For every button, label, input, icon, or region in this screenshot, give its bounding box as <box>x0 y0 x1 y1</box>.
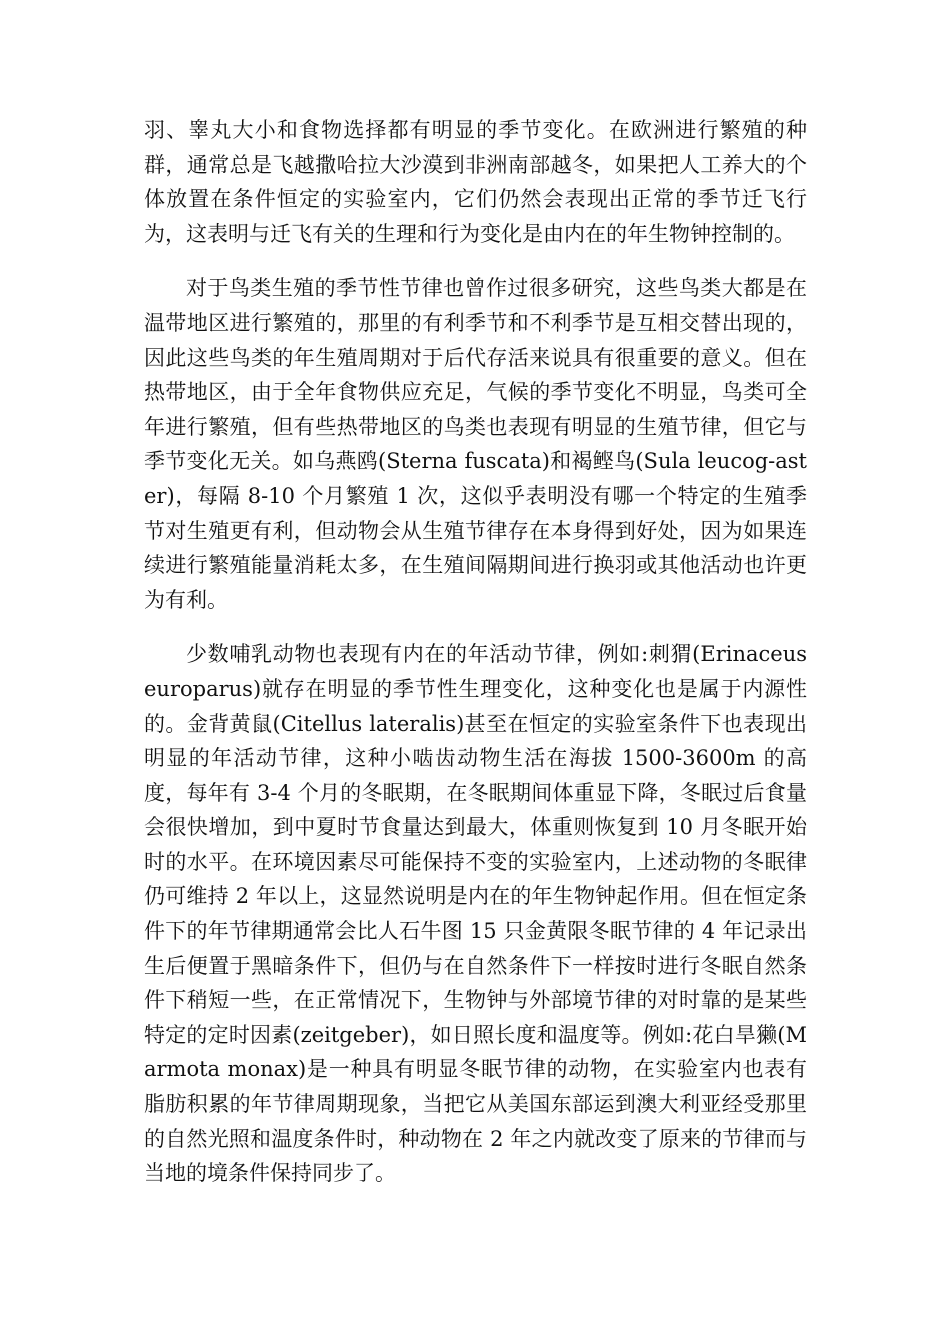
document-body <box>144 113 807 1211</box>
paragraph-bird-migration: 羽、睾丸大小和食物选择都有明显的季节变化。在欧洲进行繁殖的种群，通常总是飞越撒哈拉大沙漠到非洲南部越冬，如果把人工养大的个体放置在条件恒定的实验室内，它们仍然会表现出正常的季节迁飞行为，这表明与迁飞有关的生理和行为变化是由内在的年生物钟控制的。 <box>144 118 807 246</box>
paragraph-bird-reproduction: 对于鸟类生殖的季节性节律也曾作过很多研究，这些鸟类大都是在温带地区进行繁殖的，那里的有利季节和不利季节是互相交替出现的，因此这些鸟类的年生殖周期对于后代存活来说具有很重要的意义。但在热带地区，由于全年食物供应充足，气候的季节变化不明显，鸟类可全年进行繁殖，但有些热带地区的鸟类也表现有明显的生殖节律，但它与季节变化无关。如乌燕鸥(Sterna fuscata)和褐鲣鸟(Sula leucog-aster)，每隔 8-10 个月繁殖 1 次，这似乎表明没有哪一个特定的生殖季节对生殖更有利，但动物会从生殖节律存在本身得到好处，因为如果连续进行繁殖能量消耗太多，在生殖间隔期间进行换羽或其他活动也许更为有利。 <box>144 276 807 612</box>
paragraph-mammal-rhythm: 少数哺乳动物也表现有内在的年活动节律，例如:刺猬(Erinaceus europarus)就存在明显的季节性生理变化，这种变化也是属于内源性的。金背黄鼠(Citellus lateralis)甚至在恒定的实验室条件下也表现出明显的年活动节律，这种小啮齿动物生活在海拔 1500-3600m 的高度，每年有 3-4 个月的冬眠期，在冬眠期间体重显下降，冬眠过后食量会很快增加，到中夏时节食量达到最大，体重则恢复到 10 月冬眠开始时的水平。在环境因素尽可能保持不变的实验室内，上述动物的冬眠律仍可维持 2 年以上，这显然说明是内在的年生物钟起作用。但在恒定条件下的年节律期通常会比人石牛图 15 只金黄限冬眠节律的 4 年记录出生后便置于黑暗条件下，但仍与在自然条件下一样按时进行冬眠自然条件下稍短一些，在正常情况下，生物钟与外部境节律的对时靠的是某些特定的定时因素(zeitgeber)，如日照长度和温度等。例如:花白旱獭(Marmota monax)是一种具有明显冬眠节律的动物，在实验室内也表有脂肪积累的年节律周期现象，当把它从美国东部运到澳大利亚经受那里的自然光照和温度条件时，种动物在 2 年之内就改变了原来的节律而与当地的境条件保持同步了。 <box>144 642 807 1186</box>
